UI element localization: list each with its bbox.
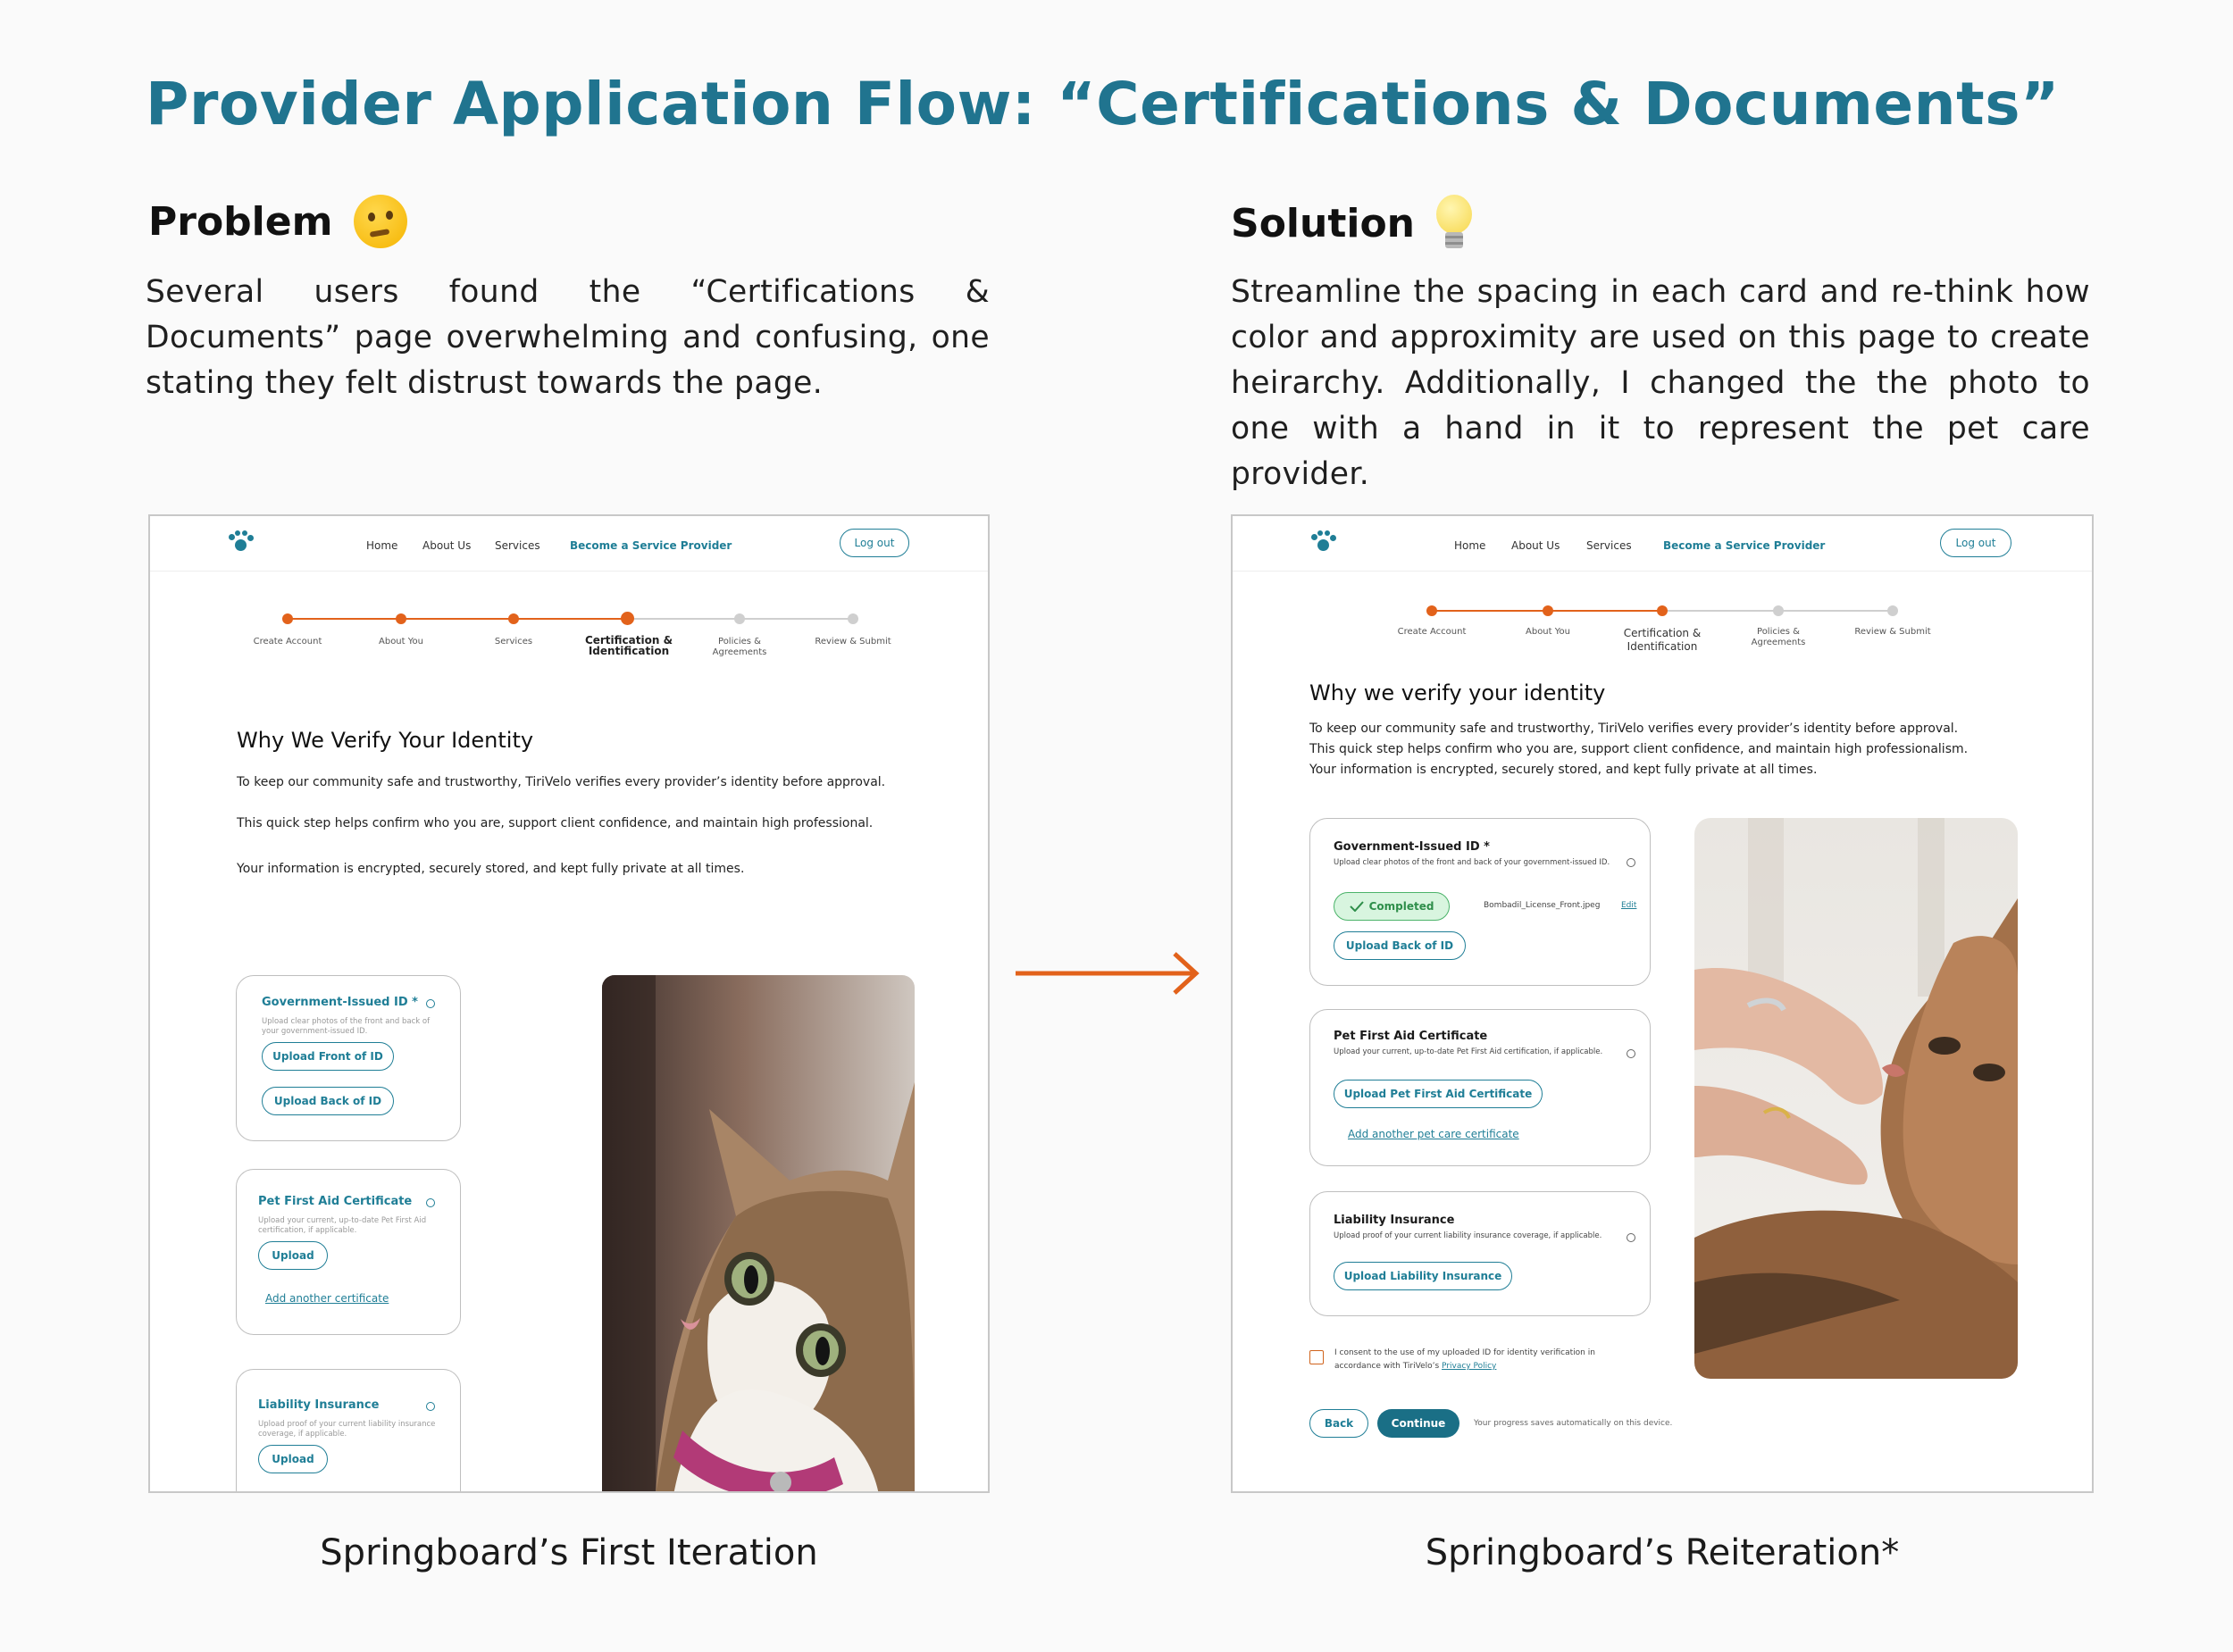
liability-title: Liability Insurance (258, 1398, 380, 1412)
step-dot-3 (508, 613, 519, 624)
pet-first-aid-title: Pet First Aid Certificate (1334, 1030, 1488, 1043)
consent-text-line-2 (1334, 1360, 1496, 1373)
government-id-card (1309, 818, 1651, 986)
edit-link[interactable]: Edit (1621, 901, 1637, 910)
step-dot-6 (848, 613, 858, 624)
page-title: Provider Application Flow: “Certifications & Documents” (146, 70, 2060, 138)
stepper-progress-line (288, 618, 627, 620)
privacy-policy-link[interactable]: Privacy Policy (1442, 1362, 1497, 1371)
upload-back-id-button[interactable]: Upload Back of ID (1334, 931, 1466, 960)
first-iteration-mockup (148, 514, 990, 1493)
completed-label: Completed (1368, 900, 1434, 913)
step-label-5: Policies & Agreements (712, 637, 767, 657)
step-label-4-current: Certification & Identification (584, 634, 673, 657)
solution-text: Streamline the spacing in each card and re-think how color and approximity are used on this page to create heirarchy. Additionally, I changed the the photo to one with a hand in it to represent the pet care provider. (1231, 274, 2090, 492)
verify-text-line-3: Your information is encrypted, securely stored, and kept fully private at all times. (237, 862, 745, 876)
first-nav-bar (150, 516, 988, 572)
consent-checkbox[interactable] (1309, 1350, 1324, 1364)
logout-button[interactable]: Log out (1940, 529, 2011, 557)
gov-id-subtext: Upload clear photos of the front and back of your government-issued ID. (1334, 858, 1610, 867)
nav-home-link[interactable]: Home (366, 539, 398, 552)
upload-back-id-button[interactable]: Upload Back of ID (262, 1087, 394, 1115)
info-icon[interactable] (1627, 1233, 1635, 1242)
verify-text-line-3: Your information is encrypted, securely stored, and kept fully private at all times. (1309, 763, 1818, 777)
step-label-1: Create Account (253, 637, 322, 647)
light-bulb-icon (1436, 195, 1472, 252)
step-dot-1 (1426, 605, 1437, 616)
nav-services-link[interactable]: Services (495, 539, 540, 552)
info-icon[interactable] (426, 999, 435, 1008)
first-iteration-caption: Springboard’s First Iteration (320, 1532, 818, 1573)
pet-first-aid-card (1309, 1009, 1651, 1166)
cat-photo (602, 975, 915, 1493)
nav-become-provider-link[interactable]: Become a Service Provider (1663, 539, 1826, 552)
liability-subtext: Upload proof of your current liability insurance coverage, if applicable. (1334, 1231, 1602, 1240)
liability-insurance-card (236, 1369, 461, 1493)
verify-text-line-1: To keep our community safe and trustworthy, TiriVelo verifies every provider’s identity before approval. (1309, 722, 1959, 736)
nav-services-link[interactable]: Services (1586, 539, 1632, 552)
step-label-1: Create Account (1397, 627, 1467, 637)
reiteration-caption: Springboard’s Reiteration* (1425, 1532, 1900, 1573)
step-dot-2 (396, 613, 406, 624)
step-dot-3-current (1657, 605, 1668, 616)
reiteration-mockup (1231, 514, 2094, 1493)
upload-front-id-button[interactable]: Upload Front of ID (262, 1042, 394, 1071)
upload-insurance-button[interactable]: Upload (258, 1445, 328, 1473)
uploaded-file-name: Bombadil_License_Front.jpeg (1484, 901, 1601, 910)
pet-first-aid-title: Pet First Aid Certificate (258, 1195, 413, 1208)
upload-pet-first-aid-button[interactable]: Upload Pet First Aid Certificate (1334, 1080, 1543, 1108)
step-dot-4 (1773, 605, 1784, 616)
verify-text-line-2: This quick step helps confirm who you are, support client confidence, and maintain high professional. (237, 816, 874, 830)
consent-text-2: accordance with TiriVelo’s (1334, 1362, 1440, 1371)
solution-heading (1231, 195, 1472, 252)
pet-first-aid-subtext: Upload your current, up-to-date Pet First Aid certification, if applicable. (1334, 1047, 1603, 1056)
nav-become-provider-link[interactable]: Become a Service Provider (570, 539, 732, 552)
add-another-certificate-link[interactable]: Add another certificate (265, 1292, 389, 1305)
paw-logo-icon[interactable] (1309, 530, 1336, 557)
step-label-3-current: Certification & Identification (1623, 627, 1702, 653)
cat-with-hand-photo (1694, 818, 2018, 1379)
info-icon[interactable] (426, 1198, 435, 1207)
verify-text-line-1: To keep our community safe and trustworthy, TiriVelo verifies every provider’s identity before approval. (237, 775, 886, 789)
check-icon (1350, 901, 1364, 912)
step-label-2: About You (379, 637, 423, 647)
completed-status-badge (1334, 892, 1450, 921)
info-icon[interactable] (426, 1402, 435, 1411)
liability-title: Liability Insurance (1334, 1214, 1455, 1227)
pet-first-aid-card (236, 1169, 461, 1335)
step-label-3: Services (494, 637, 533, 647)
solution-heading-text: Solution (1231, 200, 1415, 246)
step-label-4: Policies & Agreements (1751, 627, 1806, 647)
step-dot-1 (282, 613, 293, 624)
continue-button[interactable]: Continue (1377, 1409, 1459, 1438)
add-another-certificate-link[interactable]: Add another pet care certificate (1348, 1128, 1519, 1140)
liability-insurance-card (1309, 1191, 1651, 1316)
consent-text-line-1: I consent to the use of my uploaded ID for identity verification in (1334, 1348, 1595, 1357)
back-button[interactable]: Back (1309, 1409, 1368, 1438)
step-dot-2 (1543, 605, 1553, 616)
liability-subtext: Upload proof of your current liability insurance coverage, if applicable. (258, 1420, 436, 1439)
government-id-card (236, 975, 461, 1141)
logout-button[interactable]: Log out (840, 529, 909, 557)
upload-liability-button[interactable]: Upload Liability Insurance (1334, 1262, 1512, 1290)
step-label-2: About You (1526, 627, 1570, 637)
paw-logo-icon[interactable] (227, 530, 254, 557)
step-dot-4-current (621, 612, 634, 625)
nav-home-link[interactable]: Home (1454, 539, 1486, 552)
verify-text-line-2: This quick step helps confirm who you are, support client confidence, and maintain high professionalism. (1309, 742, 1969, 756)
autosave-note: Your progress saves automatically on this device. (1474, 1419, 1673, 1428)
verify-heading: Why We Verify Your Identity (237, 728, 534, 753)
verify-heading: Why we verify your identity (1309, 680, 1606, 705)
step-label-5: Review & Submit (1854, 627, 1931, 637)
nav-about-link[interactable]: About Us (1511, 539, 1560, 552)
thinking-face-icon (354, 195, 407, 248)
problem-heading-text: Problem (148, 198, 333, 245)
pet-first-aid-subtext: Upload your current, up-to-date Pet First Aid certification, if applicable. (258, 1216, 427, 1235)
step-dot-5 (734, 613, 745, 624)
gov-id-title: Government-Issued ID * (1334, 840, 1490, 854)
step-label-6: Review & Submit (815, 637, 891, 647)
upload-certificate-button[interactable]: Upload (258, 1241, 328, 1270)
nav-about-link[interactable]: About Us (422, 539, 472, 552)
gov-id-subtext: Upload clear photos of the front and back of your government-issued ID. (262, 1017, 431, 1036)
step-dot-5 (1887, 605, 1898, 616)
problem-text: Several users found the “Certifications & Documents” page overwhelming and confusing, one stating they felt distrust towards the page. (146, 274, 990, 401)
problem-heading (148, 195, 407, 248)
info-icon[interactable] (1627, 858, 1635, 867)
info-icon[interactable] (1627, 1049, 1635, 1058)
second-nav-bar (1233, 516, 2092, 572)
gov-id-title: Government-Issued ID * (262, 996, 418, 1009)
arrow-right-icon (1016, 947, 1203, 1000)
